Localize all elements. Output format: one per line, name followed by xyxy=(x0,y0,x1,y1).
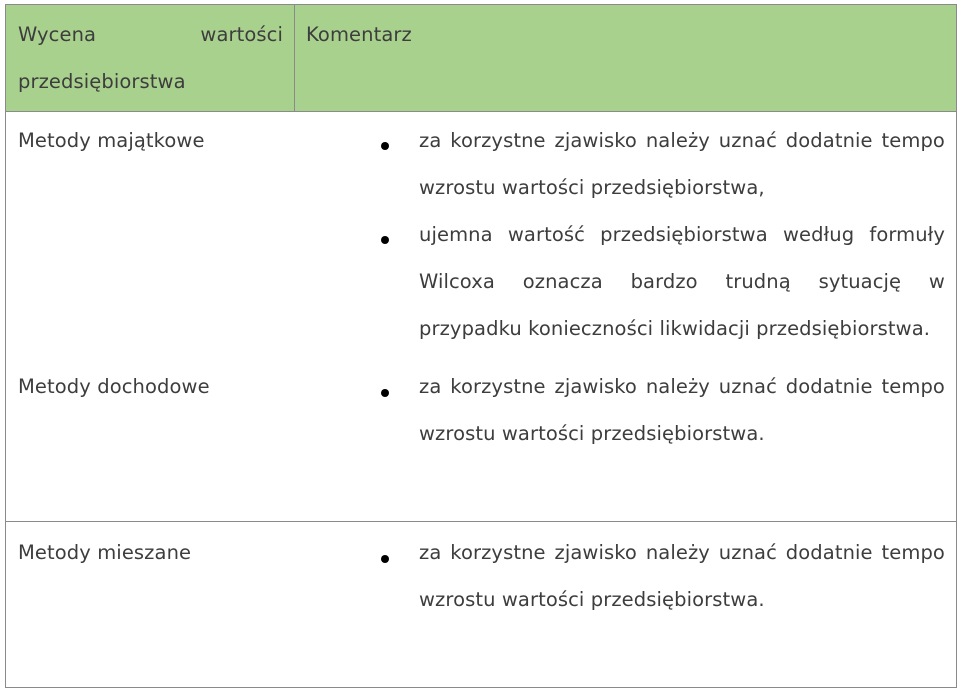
word: dodatnie xyxy=(785,375,873,398)
valuation-table xyxy=(5,4,957,688)
comment-item xyxy=(419,211,945,352)
comment-line: wzrostu wartości przedsiębiorstwa. xyxy=(419,422,765,445)
row-divider xyxy=(6,111,956,112)
word: korzystne xyxy=(450,375,546,398)
row-divider xyxy=(6,521,956,522)
word: korzystne xyxy=(450,129,546,152)
word: oznacza xyxy=(522,270,603,293)
word: tempo xyxy=(881,375,945,398)
word: bardzo xyxy=(630,270,698,293)
word: za xyxy=(419,375,442,398)
word: uznać xyxy=(718,129,777,152)
word: korzystne xyxy=(450,541,546,564)
word: za xyxy=(419,129,442,152)
comment-line: wzrostu wartości przedsiębiorstwa. xyxy=(419,588,765,611)
word: sytuację xyxy=(818,270,902,293)
row-label: Metody majątkowe xyxy=(18,129,205,152)
bullet-icon xyxy=(381,142,389,150)
comment-item xyxy=(419,363,945,457)
word: dodatnie xyxy=(785,541,873,564)
word: za xyxy=(419,541,442,564)
word: według xyxy=(782,223,855,246)
word: trudną xyxy=(725,270,791,293)
word: zjawisko xyxy=(554,375,637,398)
word: zjawisko xyxy=(554,129,637,152)
word: uznać xyxy=(718,541,777,564)
header-word: wartości xyxy=(200,23,283,46)
word: zjawisko xyxy=(554,541,637,564)
row-label: Metody mieszane xyxy=(18,541,192,564)
bullet-icon xyxy=(381,236,389,244)
header-line: przedsiębiorstwa xyxy=(18,70,186,93)
word: dodatnie xyxy=(785,129,873,152)
word: Wilcoxa xyxy=(419,270,495,293)
row-label: Metody dochodowe xyxy=(18,375,210,398)
word: uznać xyxy=(718,375,777,398)
bullet-icon xyxy=(381,389,389,397)
word: należy xyxy=(645,541,710,564)
header-word: Wycena xyxy=(18,23,97,46)
word: w xyxy=(928,270,945,293)
word: ujemna xyxy=(419,223,493,246)
word: należy xyxy=(645,375,710,398)
word: tempo xyxy=(881,129,945,152)
comment-item xyxy=(419,529,945,623)
comment-line: przypadku konieczności likwidacji przedsiębiorstwa. xyxy=(419,317,931,340)
word: przedsiębiorstwa xyxy=(600,223,768,246)
comment-line: wzrostu wartości przedsiębiorstwa, xyxy=(419,176,765,199)
header-column-divider xyxy=(294,5,295,111)
word: należy xyxy=(645,129,710,152)
word: wartość xyxy=(507,223,585,246)
word: tempo xyxy=(881,541,945,564)
header-col-comment: Komentarz xyxy=(306,23,412,46)
bullet-icon xyxy=(381,555,389,563)
header-col-valuation xyxy=(18,11,283,105)
comment-item xyxy=(419,117,945,211)
word: formuły xyxy=(869,223,945,246)
